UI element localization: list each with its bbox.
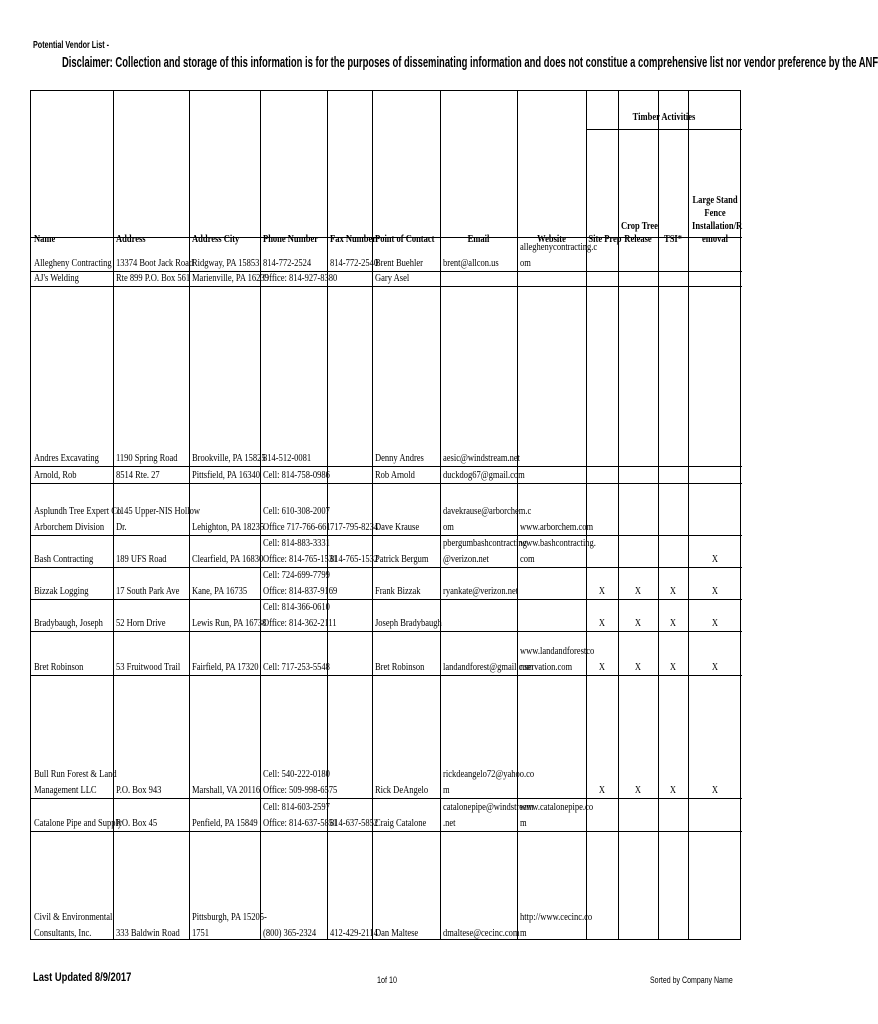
row-8-phone: Cell: 814-366-0610 [263,602,330,613]
row-11-website: m [520,818,527,829]
column-header-website: Website [537,234,566,245]
row-3-email: aesic@windstream.net [443,453,520,464]
row-10-address: P.O. Box 943 [116,785,162,796]
row-4-contact: Rob Arnold [375,470,415,481]
row-12-city: 1751 [192,928,209,939]
column-divider [658,91,659,939]
row-8-phone: Office: 814-362-2111 [263,618,337,629]
row-8-name: Bradybaugh, Joseph [34,618,103,629]
row-11-email: .net [443,818,456,829]
row-9-crop-tree: X [634,662,642,673]
column-header-large-stand: emoval [702,234,728,245]
row-7-email: ryankate@verizon.net [443,586,519,597]
column-header-email: Email [467,234,490,245]
row-1-phone: 814-772-2524 [263,258,312,269]
sort-note: Sorted by Company Name [650,975,733,985]
row-5-name: Arborchem Division [34,522,105,533]
row-1-contact: Brent Buehler [375,258,423,269]
row-6-city: Clearfield, PA 16830 [192,554,264,565]
row-2-contact: Gary Asel [375,273,410,284]
header-divider [31,237,742,238]
row-10-large-stand: X [711,785,719,796]
row-7-site-prep: X [598,586,606,597]
row-5-city: Lehighton, PA 18235 [192,522,265,533]
column-header-large-stand: Fence [704,208,726,219]
row-7-phone: Cell: 724-699-7799 [263,570,330,581]
row-divider [31,831,742,832]
column-header-large-stand: Large Stand [692,195,738,206]
row-7-crop-tree: X [634,586,642,597]
column-divider [372,91,373,939]
row-7-city: Kane, PA 16735 [192,586,248,597]
column-header-large-stand: Installation/R [692,221,743,232]
row-5-phone: Cell: 610-308-2007 [263,506,330,517]
row-10-site-prep: X [598,785,606,796]
row-6-phone: Office: 814-765-1531 [263,554,338,565]
row-2-name: AJ's Welding [34,273,79,284]
column-header-crop-tree: Crop Tree [621,221,658,232]
column-header-address: Address [116,234,146,245]
row-3-contact: Denny Andres [375,453,424,464]
row-12-website: http://www.cecinc.co [520,912,593,923]
row-10-phone: Office: 509-998-6575 [263,785,338,796]
row-divider [31,286,742,287]
row-divider [31,675,742,676]
row-9-name: Bret Robinson [34,662,84,673]
row-7-large-stand: X [711,586,719,597]
row-7-phone: Office: 814-837-9169 [263,586,338,597]
row-12-contact: Dan Maltese [375,928,419,939]
row-9-website: www.landandforestco [520,646,595,657]
row-divider [31,798,742,799]
column-header-crop-tree: Release [624,234,652,245]
row-8-contact: Joseph Bradybaugh [375,618,442,629]
row-10-tsi: X [669,785,677,796]
row-11-phone: Cell: 814-603-2597 [263,802,330,813]
row-1-address: 13374 Boot Jack Road [116,258,194,269]
column-divider [440,91,441,939]
row-12-website: m [520,928,527,939]
column-divider [688,91,689,939]
row-6-name: Bash Contracting [34,554,94,565]
row-9-email: landandforest@gmail.com [443,662,534,673]
row-11-contact: Craig Catalone [375,818,427,829]
row-3-name: Andres Excavating [34,453,99,464]
row-1-website: om [520,258,531,269]
row-6-large-stand: X [711,554,719,565]
row-4-email: duckdog67@gmail.com [443,470,525,481]
row-divider [31,599,742,600]
row-10-city: Marshall, VA 20116 [192,785,261,796]
row-7-address: 17 South Park Ave [116,586,180,597]
row-7-name: Bizzak Logging [34,586,89,597]
row-5-fax: 717-795-8234 [330,522,379,533]
row-1-city: Ridgway, PA 15853 [192,258,260,269]
column-header-city: Address City [192,234,240,245]
column-divider [618,91,619,939]
row-10-name: Bull Run Forest & Land [34,769,117,780]
row-1-email: brent@allcon.us [443,258,499,269]
row-12-name: Consultants, Inc. [34,928,92,939]
row-5-email: davekrause@arborchem.c [443,506,532,517]
row-8-city: Lewis Run, PA 16738 [192,618,267,629]
row-8-large-stand: X [711,618,719,629]
row-divider [31,567,742,568]
vendor-table [30,90,741,940]
row-9-phone: Cell: 717-253-5548 [263,662,330,673]
row-5-name: Asplundh Tree Expert Co. [34,506,124,517]
row-4-phone: Cell: 814-758-0986 [263,470,330,481]
row-6-email: @verizon.net [443,554,489,565]
row-10-name: Management LLC [34,785,97,796]
row-6-email: pbergumbashcontracting [443,538,527,549]
row-10-contact: Rick DeAngelo [375,785,429,796]
disclaimer-text: Disclaimer: Collection and storage of this information is for the purposes of disseminating information and does not constitue a comprehensive list nor vendor preference by the ANF [62,55,878,71]
row-5-website: www.arborchem.com [520,522,594,533]
row-11-email: catalonepipe@windstream [443,802,534,813]
row-10-phone: Cell: 540-222-0180 [263,769,330,780]
row-3-phone: 814-512-0081 [263,453,312,464]
row-9-tsi: X [669,662,677,673]
row-12-phone: (800) 365-2324 [263,928,317,939]
row-11-city: Penfield, PA 15849 [192,818,258,829]
row-4-city: Pittsfield, PA 16340 [192,470,260,481]
row-8-address: 52 Horn Drive [116,618,166,629]
row-3-address: 1190 Spring Road [116,453,178,464]
row-11-address: P.O. Box 45 [116,818,158,829]
row-6-website: www.bashcontracting. [520,538,596,549]
row-divider [31,631,742,632]
row-7-contact: Frank Bizzak [375,586,421,597]
row-2-phone: Office: 814-927-8380 [263,273,338,284]
group-header-divider [586,129,742,130]
row-11-website: www.catalonepipe.co [520,802,594,813]
row-1-fax: 814-772-2540 [330,258,379,269]
row-5-address: 1145 Upper-NIS Hollow [116,506,201,517]
column-header-tsi: TSI* [664,234,682,245]
last-updated: Last Updated 8/9/2017 [33,970,132,984]
row-divider [31,535,742,536]
row-6-address: 189 UFS Road [116,554,167,565]
row-6-website: com [520,554,535,565]
row-9-city: Fairfield, PA 17320 [192,662,259,673]
row-12-city: Pittsburgh, PA 15205- [192,912,267,923]
column-header-fax: Fax Number [330,234,377,245]
list-title: Potential Vendor List - [33,40,110,51]
timber-activities-header: Timber Activities [632,112,696,123]
row-9-site-prep: X [598,662,606,673]
row-9-website: nservation.com [520,662,573,673]
row-8-site-prep: X [598,618,606,629]
column-header-phone: Phone Number [263,234,319,245]
row-4-address: 8514 Rte. 27 [116,470,160,481]
row-2-city: Marienville, PA 16239 [192,273,269,284]
row-7-tsi: X [669,586,677,597]
row-8-tsi: X [669,618,677,629]
row-6-phone: Cell: 814-883-3331 [263,538,330,549]
row-11-name: Catalone Pipe and Supply [34,818,123,829]
row-10-crop-tree: X [634,785,642,796]
row-5-address: Dr. [116,522,127,533]
row-4-name: Arnold, Rob [34,470,77,481]
row-10-email: rickdeangelo72@yahoo.co [443,769,535,780]
row-1-website: alleghenycontracting.c [520,242,598,253]
column-divider [260,91,261,939]
row-3-city: Brookville, PA 15825 [192,453,266,464]
row-6-fax: 814-765-1532 [330,554,379,565]
row-5-email: om [443,522,454,533]
row-1-name: Allegheny Contracting [34,258,112,269]
row-12-address: 333 Baldwin Road [116,928,180,939]
row-6-contact: Patrick Bergum [375,554,429,565]
row-5-phone: Office 717-766-661 [263,522,331,533]
row-11-phone: Office: 814-637-5851 [263,818,338,829]
row-10-email: m [443,785,450,796]
column-header-contact: Point of Contact [375,234,435,245]
column-header-site-prep: Site Prep [588,234,622,245]
row-9-large-stand: X [711,662,719,673]
row-9-contact: Bret Robinson [375,662,425,673]
row-12-email: dmaltese@cecinc.com [443,928,520,939]
column-header-name: Name [34,234,56,245]
row-divider [31,466,742,467]
page-number: 1of 10 [377,975,398,985]
row-12-fax: 412-429-2114 [330,928,378,939]
row-11-fax: 814-637-5852 [330,818,379,829]
row-2-address: Rte 899 P.O. Box 561 [116,273,191,284]
row-divider [31,483,742,484]
row-5-contact: Dave Krause [375,522,420,533]
row-8-crop-tree: X [634,618,642,629]
row-12-name: Civil & Environmental [34,912,113,923]
row-9-address: 53 Fruitwood Trail [116,662,181,673]
